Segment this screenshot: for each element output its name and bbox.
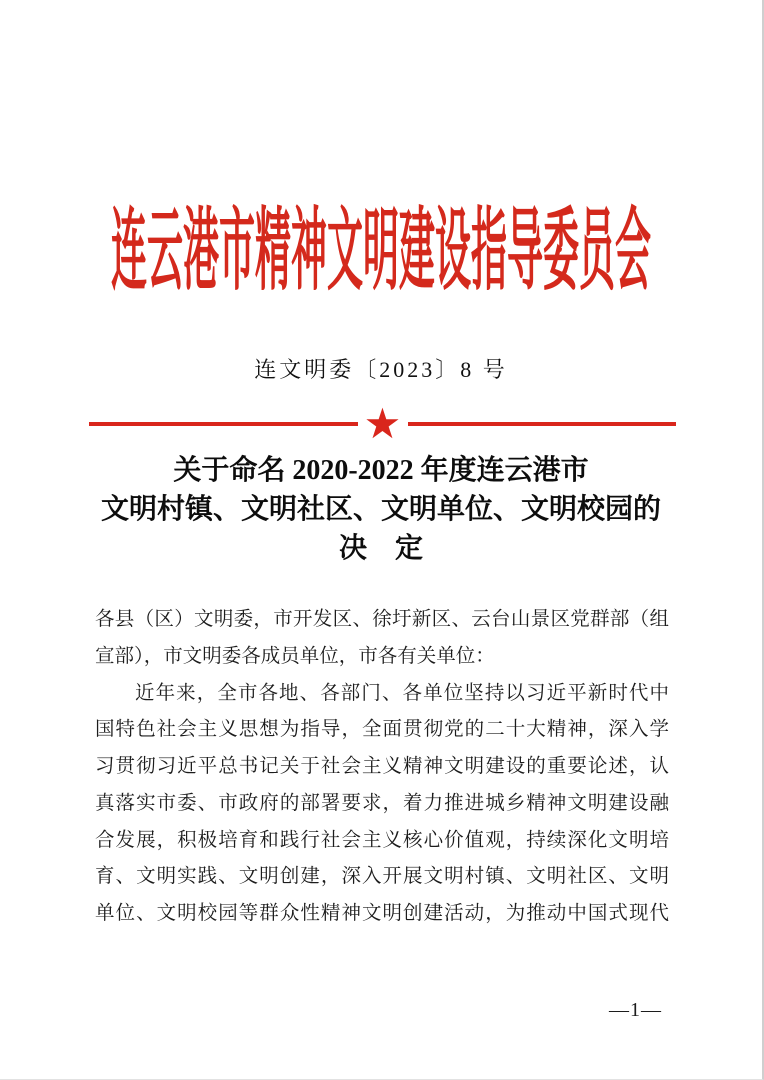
document-title-line-1: 关于命名 2020-2022 年度连云港市 <box>173 455 589 486</box>
star-icon: ★ <box>363 399 402 448</box>
divider-line-left <box>89 422 358 427</box>
body-line: 习贯彻习近平总书记关于社会主义精神文明建设的重要论述，认 <box>95 756 669 777</box>
body-line: 近年来，全市各地、各部门、各单位坚持以习近平新时代中 <box>135 682 669 704</box>
document-body <box>95 602 669 933</box>
body-line: 真落实市委、市政府的部署要求，着力推进城乡精神文明建设融 <box>95 792 669 814</box>
body-line: 育、文明实践、文明创建，深入开展文明村镇、文明社区、文明 <box>95 866 669 888</box>
document-number: 连文明委〔2023〕8 号 <box>254 357 508 382</box>
body-line: 合发展，积极培育和践行社会主义核心价值观，持续深化文明培 <box>95 829 669 851</box>
document-title-line-3: 决 定 <box>338 533 423 564</box>
body-line: 宣部），市文明委各成员单位，市各有关单位： <box>95 645 495 667</box>
document-title-line-2: 文明村镇、文明社区、文明单位、文明校园的 <box>100 494 661 525</box>
page-number: —1— <box>609 999 662 1021</box>
red-divider-rule <box>89 399 676 448</box>
body-line: 国特色社会主义思想为指导，全面贯彻党的二十大精神，深入学 <box>95 719 669 741</box>
masthead-title: 连云港市精神文明建设指导委员会 <box>110 201 652 301</box>
document-title <box>0 451 762 568</box>
divider-line-right <box>408 422 677 427</box>
body-line: 各县（区）文明委，市开发区、徐圩新区、云台山景区党群部（组 <box>95 609 669 630</box>
body-line: 单位、文明校园等群众性精神文明创建活动，为推动中国式现代 <box>95 903 669 924</box>
